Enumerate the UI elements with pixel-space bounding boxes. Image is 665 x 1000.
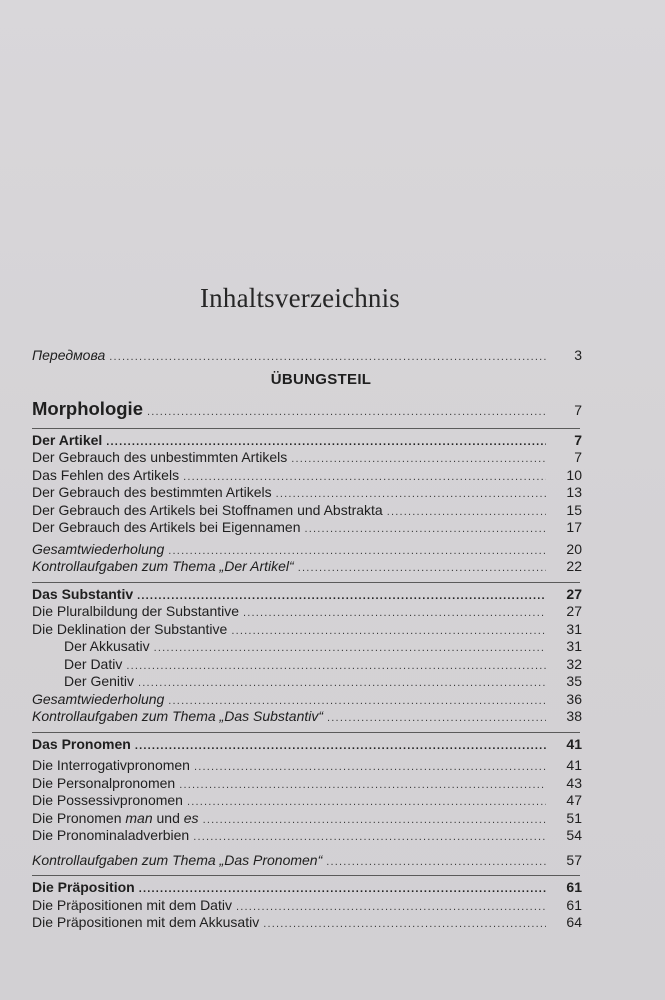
toc-page-number: 27 — [566, 603, 582, 619]
toc-entry — [32, 852, 582, 870]
toc-entry-label: Die Pluralbildung der Substantive — [32, 603, 240, 619]
toc-entry-label: Das Pronomen — [32, 735, 131, 752]
dot-leader — [236, 899, 546, 917]
toc-page-number: 22 — [566, 558, 582, 574]
label-emphasis: es — [183, 809, 199, 826]
toc-page-number: 17 — [566, 519, 582, 535]
toc-page-number: 15 — [566, 501, 582, 518]
toc-page-number: 43 — [566, 774, 582, 791]
toc-page-number: 61 — [566, 879, 582, 895]
toc-entry-label: Kontrollaufgaben zum Thema „Das Substantiv“ — [32, 708, 324, 724]
toc-chapter-praeposition — [32, 879, 582, 897]
divider — [32, 875, 580, 876]
dot-leader — [298, 560, 546, 578]
dot-leader — [109, 349, 546, 367]
divider — [32, 582, 580, 583]
toc-chapter-artikel — [32, 432, 582, 450]
toc-page-number: 41 — [566, 735, 582, 752]
toc-entry — [32, 673, 582, 691]
toc-page-number: 41 — [566, 757, 582, 773]
label-text: Die Pronomen — [32, 809, 126, 826]
divider — [32, 428, 580, 429]
toc-entry — [32, 541, 582, 559]
toc-entry-label: Der Gebrauch des Artikels bei Eigennamen — [32, 519, 301, 535]
toc-entry-label: Die Personalpronomen — [32, 774, 176, 791]
toc-page-number: 64 — [566, 914, 582, 930]
toc-entry-label: Kontrollaufgaben zum Thema „Das Pronomen“ — [32, 851, 323, 868]
toc-part-morphologie — [32, 395, 582, 422]
toc-entry — [32, 691, 582, 709]
toc-entry-preface — [32, 347, 582, 365]
toc-page-number: 7 — [574, 449, 582, 465]
toc-page-number: 31 — [566, 620, 582, 637]
toc-entry-label: Kontrollaufgaben zum Thema „Der Artikel“ — [32, 558, 294, 574]
dot-leader — [326, 854, 546, 872]
toc-entry-label: Die Präposition — [32, 879, 135, 895]
toc-page-number: 3 — [574, 347, 582, 363]
toc-entry-label: Das Substantiv — [32, 585, 134, 602]
table-of-contents — [32, 347, 582, 932]
toc-entry — [32, 558, 582, 576]
toc-entry-label — [32, 810, 199, 828]
divider — [32, 732, 580, 733]
toc-entry — [32, 708, 582, 726]
dot-leader — [291, 451, 546, 469]
toc-entry-label: Die Präpositionen mit dem Akkusativ — [32, 914, 260, 930]
dot-leader — [154, 640, 546, 658]
dot-leader — [203, 812, 546, 830]
toc-page-number: 20 — [566, 540, 582, 557]
toc-page-number: 7 — [574, 401, 582, 418]
toc-entry-label: Die Interrogativpronomen — [32, 757, 190, 773]
toc-entry — [32, 897, 582, 915]
toc-entry — [32, 810, 582, 828]
toc-page-number: 57 — [566, 851, 582, 868]
toc-entry — [32, 914, 582, 932]
toc-entry — [32, 502, 582, 520]
toc-page-number: 31 — [566, 638, 582, 654]
label-emphasis: man — [125, 809, 153, 826]
toc-entry-label: Morphologie — [32, 397, 143, 419]
dot-leader — [187, 794, 546, 812]
dot-leader — [194, 759, 546, 777]
toc-page-number: 35 — [566, 673, 582, 689]
dot-leader — [147, 399, 546, 426]
toc-page-number: 27 — [566, 585, 582, 602]
toc-entry — [32, 467, 582, 485]
toc-entry-label: Der Akkusativ — [64, 638, 150, 654]
toc-page-number: 47 — [566, 792, 582, 808]
dot-leader — [126, 658, 546, 676]
dot-leader — [231, 623, 546, 641]
dot-leader — [193, 829, 546, 847]
dot-leader — [387, 504, 546, 522]
dot-leader — [135, 738, 546, 756]
page-title: Inhaltsverzeichnis — [199, 283, 401, 313]
toc-chapter-pronomen — [32, 736, 582, 754]
toc-entry — [32, 603, 582, 621]
dot-leader — [243, 605, 546, 623]
toc-entry-label: Das Fehlen des Artikels — [32, 466, 180, 483]
toc-entry-label: Der Gebrauch des Artikels bei Stoffnamen und Abstrakta — [32, 501, 383, 518]
toc-entry-label: Gesamtwiederholung — [32, 540, 165, 557]
dot-leader — [138, 675, 546, 693]
section-heading-uebungsteil: ÜBUNGSTEIL — [270, 370, 372, 388]
toc-page-number: 36 — [566, 690, 582, 707]
toc-entry-label: Der Genitiv — [64, 673, 135, 689]
toc-entry — [32, 827, 582, 845]
toc-entry — [32, 792, 582, 810]
toc-entry-label: Der Dativ — [64, 655, 123, 672]
toc-entry-label: Передмова — [32, 347, 106, 363]
toc-entry — [32, 775, 582, 793]
toc-entry — [32, 449, 582, 467]
toc-entry — [32, 656, 582, 674]
toc-page-number: 38 — [566, 708, 582, 724]
toc-page-number: 61 — [566, 896, 582, 913]
toc-entry-label: Der Gebrauch des unbestimmten Artikels — [32, 449, 288, 465]
toc-entry — [32, 757, 582, 775]
toc-entry-label: Die Possessivpronomen — [32, 792, 183, 808]
toc-page-number: 32 — [566, 655, 582, 672]
dot-leader — [263, 916, 546, 934]
toc-entry-label: Der Gebrauch des bestimmten Artikels — [32, 484, 272, 500]
toc-page-number: 51 — [566, 809, 582, 826]
toc-entry — [32, 519, 582, 537]
toc-page-number: 54 — [566, 827, 582, 843]
toc-entry-label: Die Deklination der Substantive — [32, 620, 228, 637]
toc-entry — [32, 484, 582, 502]
toc-page-number: 10 — [566, 466, 582, 483]
dot-leader — [327, 710, 546, 728]
toc-entry-label: Gesamtwiederholung — [32, 690, 165, 707]
label-text: und — [152, 809, 184, 826]
toc-page-number: 13 — [566, 484, 582, 500]
toc-entry-label: Die Pronominaladverbien — [32, 827, 190, 843]
toc-entry-label: Die Präpositionen mit dem Dativ — [32, 896, 232, 913]
toc-entry — [32, 621, 582, 639]
toc-page-number: 7 — [574, 431, 582, 448]
dot-leader — [179, 777, 546, 795]
toc-entry-label: Der Artikel — [32, 431, 103, 448]
dot-leader — [304, 521, 546, 539]
toc-entry — [32, 638, 582, 656]
toc-chapter-substantiv — [32, 586, 582, 604]
